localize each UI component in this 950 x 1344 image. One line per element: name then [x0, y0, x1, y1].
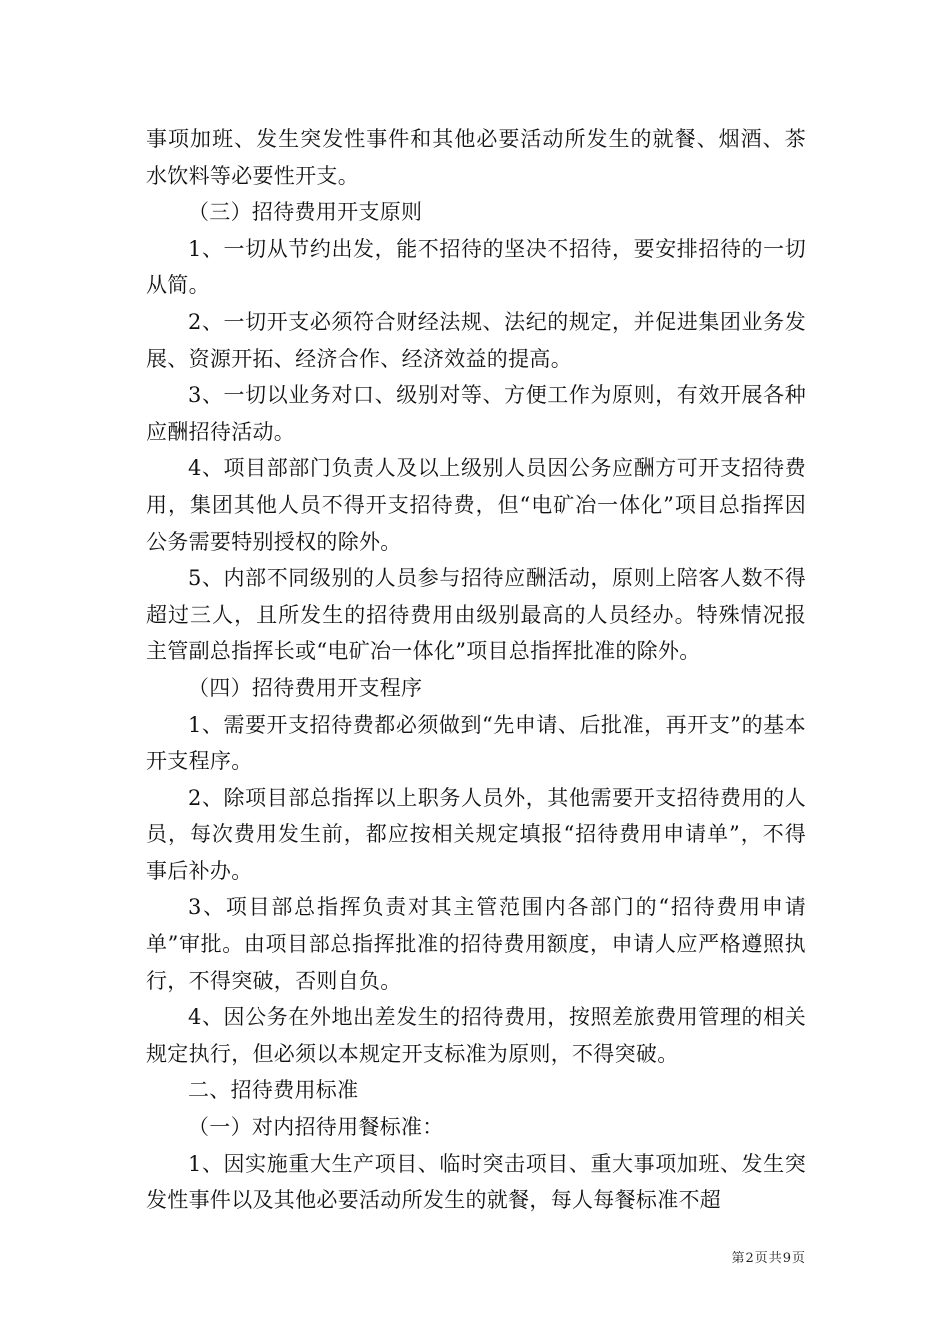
paragraph-principle-4: 4、项目部部门负责人及以上级别人员因公务应酬方可开支招待费用，集团其他人员不得开支招待费，但“电矿冶一体化”项目总指挥因公务需要特别授权的除外。	[146, 456, 806, 554]
section-heading-procedure: （四）招待费用开支程序	[188, 675, 423, 700]
section-heading-principles: （三）招待费用开支原则	[188, 200, 423, 225]
section-heading-standards: 二、招待费用标准	[188, 1078, 359, 1103]
paragraph-principle-3: 3、一切以业务对口、级别对等、方便工作为原则，有效开展各种应酬招待活动。	[146, 383, 806, 444]
paragraph-procedure-4: 4、因公务在外地出差发生的招待费用，按照差旅费用管理的相关规定执行，但必须以本规定开支标准为原则，不得突破。	[146, 1005, 806, 1066]
paragraph-procedure-2: 2、除项目部总指挥以上职务人员外，其他需要开支招待费用的人员，每次费用发生前，都应按相关规定填报“招待费用申请单”，不得事后补办。	[146, 785, 806, 883]
paragraph-continuation: 事项加班、发生突发性事件和其他必要活动所发生的就餐、烟酒、茶水饮料等必要性开支。	[146, 127, 806, 188]
paragraph-procedure-1: 1、需要开支招待费都必须做到“先申请、后批准，再开支”的基本开支程序。	[146, 712, 806, 774]
document-body	[146, 121, 806, 1219]
paragraph-standard-1: 1、因实施重大生产项目、临时突击项目、重大事项加班、发生突发性事件以及其他必要活动所发生的就餐，每人每餐标准不超	[146, 1151, 806, 1213]
subsection-heading-internal-meal: （一）对内招待用餐标准：	[188, 1115, 444, 1140]
paragraph-principle-2: 2、一切开支必须符合财经法规、法纪的规定，并促进集团业务发展、资源开拓、经济合作、经济效益的提高。	[146, 309, 806, 371]
paragraph-principle-1: 1、一切从节约出发，能不招待的坚决不招待，要安排招待的一切从简。	[146, 236, 806, 298]
page-number: 第2页共9页	[731, 1251, 806, 1266]
paragraph-procedure-3: 3、项目部总指挥负责对其主管范围内各部门的“招待费用申请单”审批。由项目部总指挥批准的招待费用额度，申请人应严格遵照执行，不得突破，否则自负。	[146, 895, 806, 993]
paragraph-principle-5: 5、内部不同级别的人员参与招待应酬活动，原则上陪客人数不得超过三人，且所发生的招待费用由级别最高的人员经办。特殊情况报主管副总指挥长或“电矿冶一体化”项目总指挥批准的除外。	[146, 566, 806, 664]
